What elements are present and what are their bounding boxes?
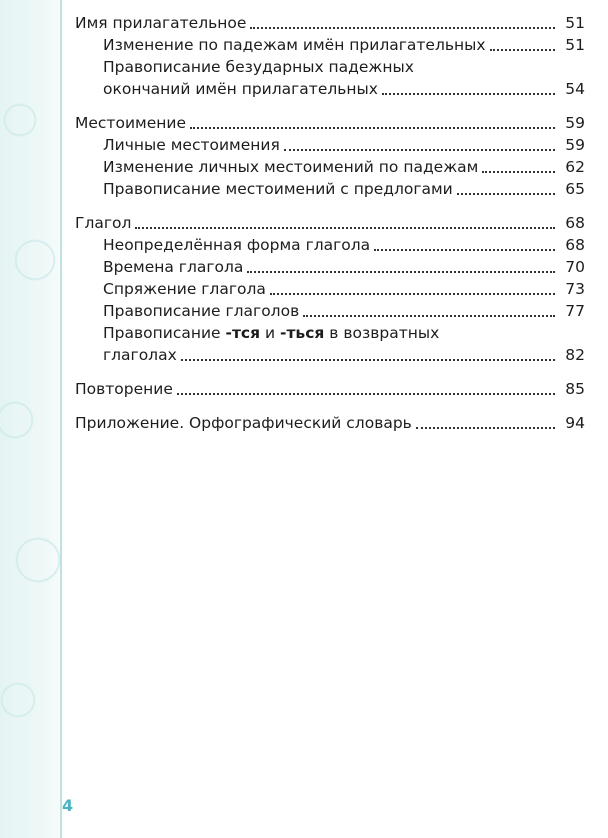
toc-page: 68	[565, 236, 585, 254]
toc-title: Неопределённая форма глагола	[103, 236, 371, 254]
decorative-side-band	[0, 0, 60, 838]
toc-title: Изменение по падежам имён прилагательных	[103, 36, 486, 54]
toc-entry-verb-spelling[interactable]	[75, 300, 585, 322]
toc-title: Правописание глаголов	[103, 302, 300, 320]
toc-page: 59	[565, 136, 585, 154]
toc-title: Времена глагола	[103, 258, 244, 276]
toc-page: 51	[565, 14, 585, 32]
toc-page: 59	[565, 114, 585, 132]
toc-title: Изменение личных местоимений по падежам	[103, 158, 479, 176]
toc-entry-adj-cases[interactable]	[75, 34, 585, 56]
toc-page: 85	[565, 380, 585, 398]
toc-page: 68	[565, 214, 585, 232]
toc-page: 77	[565, 302, 585, 320]
toc-title-line1: Правописание -тся и -ться в возвратных	[103, 324, 440, 342]
toc-title-line2: окончаний имён прилагательных	[103, 80, 378, 98]
toc-entry-verb-reflexive[interactable]	[75, 322, 585, 366]
toc-page: 62	[565, 158, 585, 176]
toc-title-line1: Правописание безударных падежных	[103, 58, 414, 76]
toc-entry-verb-tenses[interactable]	[75, 256, 585, 278]
dot-leader	[247, 271, 555, 273]
dot-leader	[416, 427, 555, 429]
toc-page: 94	[565, 414, 585, 432]
dot-leader	[303, 315, 555, 317]
page-number: 4	[62, 796, 74, 815]
suffix-tsya: -тся	[225, 324, 261, 342]
toc-entry-verb[interactable]	[75, 212, 585, 234]
toc-entry-pronoun[interactable]	[75, 112, 585, 134]
dot-leader	[250, 27, 555, 29]
toc-page: 54	[565, 80, 585, 98]
toc-entry-verb-infinitive[interactable]	[75, 234, 585, 256]
toc-page: 73	[565, 280, 585, 298]
toc-entry-appendix[interactable]	[75, 412, 585, 434]
dot-leader	[284, 149, 555, 151]
toc-title-line2: глаголах	[103, 346, 177, 364]
side-band-edge	[60, 0, 62, 838]
dot-leader	[482, 171, 555, 173]
dot-leader	[177, 393, 555, 395]
toc-title: Местоимение	[75, 114, 186, 132]
toc-page: 51	[565, 36, 585, 54]
toc-title: Личные местоимения	[103, 136, 280, 154]
dot-leader	[490, 49, 555, 51]
dot-leader	[181, 359, 555, 361]
toc-title: Глагол	[75, 214, 132, 232]
toc-entry-adjective[interactable]	[75, 12, 585, 34]
toc-entry-pron-cases[interactable]	[75, 156, 585, 178]
dot-leader	[382, 93, 555, 95]
toc-title: Правописание местоимений с предлогами	[103, 180, 453, 198]
dot-leader	[457, 193, 555, 195]
toc-title: Спряжение глагола	[103, 280, 266, 298]
dot-leader	[135, 227, 555, 229]
toc-entry-adj-spelling[interactable]	[75, 56, 585, 100]
suffix-tsya-soft: -ться	[280, 324, 325, 342]
toc-page: 70	[565, 258, 585, 276]
toc-title: Повторение	[75, 380, 173, 398]
table-of-contents	[75, 12, 585, 434]
toc-page: 82	[565, 346, 585, 364]
toc-title: Имя прилагательное	[75, 14, 247, 32]
toc-entry-verb-conjugation[interactable]	[75, 278, 585, 300]
toc-entry-pron-personal[interactable]	[75, 134, 585, 156]
dot-leader	[190, 127, 555, 129]
dot-leader	[270, 293, 555, 295]
dot-leader	[374, 249, 555, 251]
toc-entry-pron-prepositions[interactable]	[75, 178, 585, 200]
toc-page: 65	[565, 180, 585, 198]
toc-title: Приложение. Орфографический словарь	[75, 414, 412, 432]
toc-entry-review[interactable]	[75, 378, 585, 400]
